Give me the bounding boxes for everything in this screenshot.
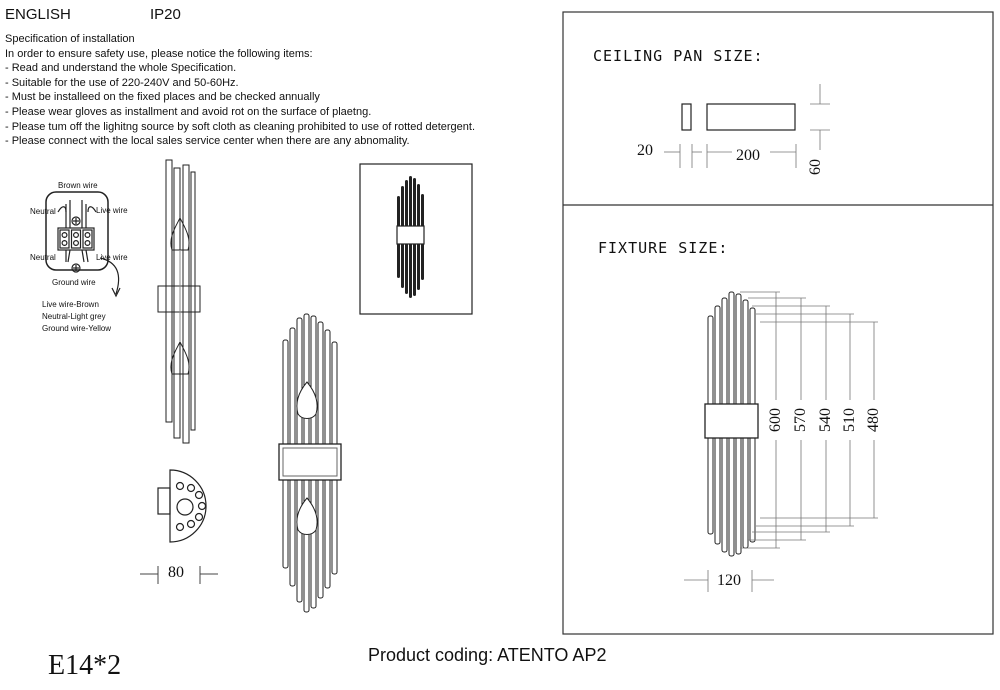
ceiling-pan-depth: 20 [637,142,653,159]
fixture-width: 120 [717,572,741,589]
spec-item: - Must be installeed on the fixed places and be checked annually [5,91,320,104]
product-coding: Product coding: ATENTO AP2 [368,645,607,665]
spec-item: - Please connect with the local sales service center when there are any abnomality. [5,135,410,148]
spec-intro: In order to ensure safety use, please notice the following items: [5,47,313,60]
ceiling-pan-width: 200 [736,147,760,164]
ceiling-pan-title: CEILING PAN SIZE: [593,47,764,65]
bulb-spec: E14*2 [48,650,122,681]
wire-label-ground: Ground wire [52,278,96,287]
product-thumbnail [360,164,472,314]
wire-label-live-bottom: Live wire [96,253,128,262]
fixture-height-540: 540 [817,408,834,432]
wire-label-live: Live wire [96,206,128,215]
top-view-drawing [158,470,206,542]
wire-legend-ground: Ground wire-Yellow [42,324,112,333]
wire-label-neutral: Neutral [30,207,56,216]
dimension-panel [563,12,993,634]
spec-title: Specification of installation [5,33,135,45]
fixture-height-480: 480 [865,408,882,432]
wire-legend-live: Live wire-Brown [42,300,99,309]
side-width-value: 80 [168,564,184,581]
spec-item: - Read and understand the whole Specification. [5,62,237,75]
spec-item: - Please wear gloves as installment and avoid rot on the surface of plaetng. [5,105,372,118]
spec-item: - Suitable for the use of 220-240V and 50-60Hz. [5,76,239,89]
spec-item: - Please tum off the lighitng source by soft cloth as cleaning prohibited to use of rotted detergent. [5,120,476,133]
front-view-drawing [279,314,341,612]
fixture-height-570: 570 [792,408,809,432]
ceiling-pan-height: 60 [807,159,824,175]
side-view-drawing [158,160,200,443]
fixture-drawing [684,292,878,592]
wire-label-neutral-bottom: Neutral [30,253,56,262]
language-label: ENGLISH [5,6,71,23]
wire-label-top: Brown wire [58,181,98,190]
ip-rating: IP20 [150,6,181,23]
wire-legend-neutral: Neutral-Light grey [42,312,106,321]
fixture-height-600: 600 [767,408,784,432]
fixture-height-510: 510 [841,408,858,432]
fixture-title: FIXTURE SIZE: [598,239,729,257]
